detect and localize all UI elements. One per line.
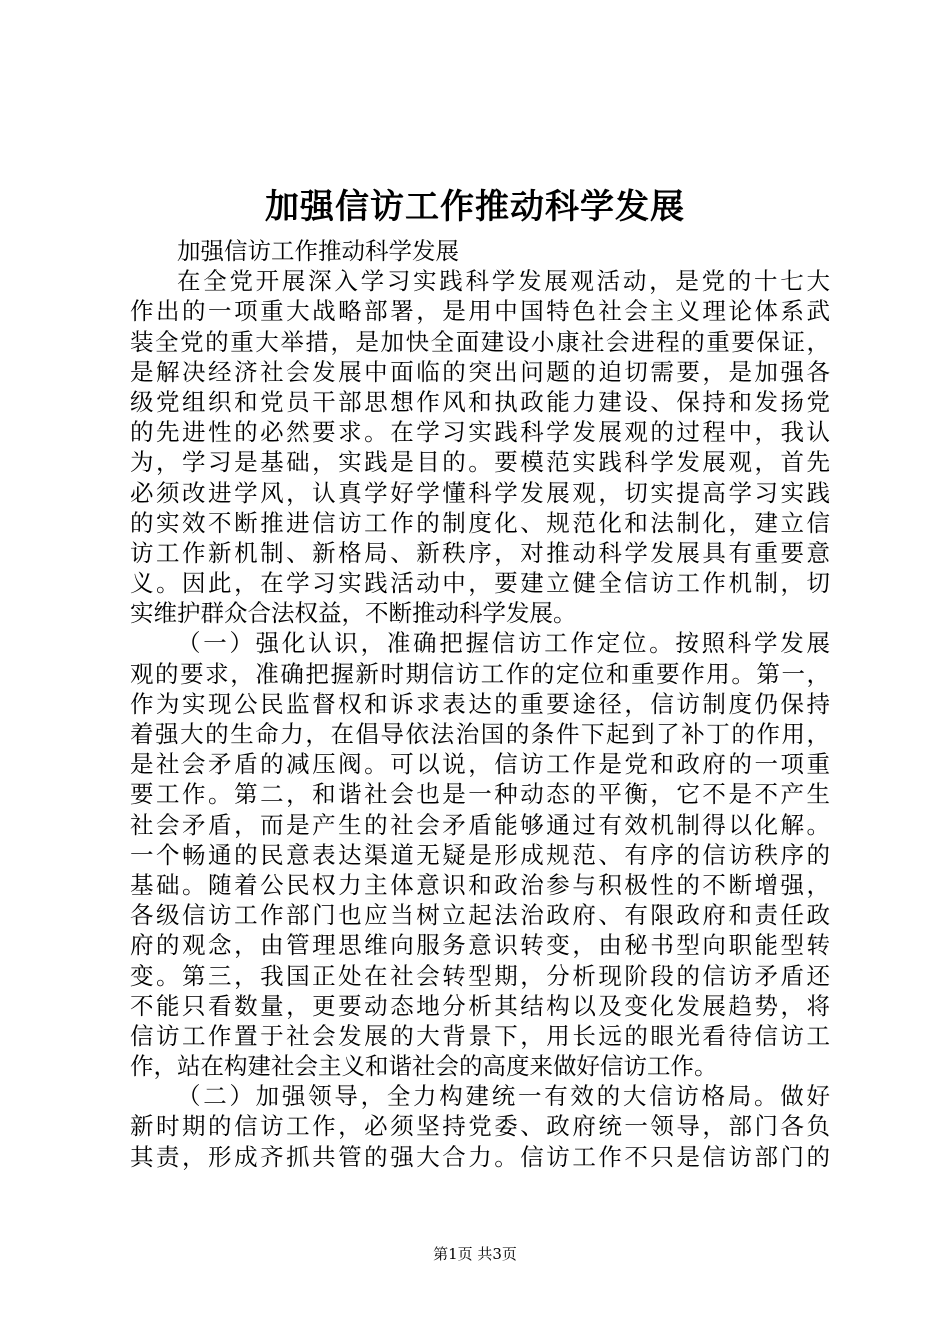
text-line: 各级信访工作部门也应当树立起法治政府、有限政府和责任政 xyxy=(130,901,830,930)
text-line: 一个畅通的民意表达渠道无疑是形成规范、有序的信访秩序的 xyxy=(130,840,830,869)
text-line: 作，站在构建社会主义和谐社会的高度来做好信访工作。 xyxy=(130,1052,718,1081)
text-line: 其责，形成齐抓共管的强大合力。信访工作不只是信访部门的 xyxy=(130,1142,830,1171)
text-line: 为，学习是基础，实践是目的。要模范实践科学发展观，首先 xyxy=(130,448,830,477)
document-title: 加强信访工作推动科学发展 xyxy=(265,187,685,227)
text-line: （二）加强领导，全力构建统一有效的大信访格局。做好 xyxy=(177,1082,830,1111)
text-line: 变。第三，我国正处在社会转型期，分析现阶段的信访矛盾还 xyxy=(130,961,830,990)
text-line: 府的观念，由管理思维向服务意识转变，由秘书型向职能型转 xyxy=(130,931,830,960)
text-line: 的先进性的必然要求。在学习实践科学发展观的过程中，我认 xyxy=(130,418,830,447)
document-body xyxy=(130,236,830,1172)
text-line: 作为实现公民监督权和诉求表达的重要途径，信访制度仍保持 xyxy=(130,689,830,718)
text-line: 装全党的重大举措，是加快全面建设小康社会进程的重要保证， xyxy=(130,327,830,356)
text-line: 作出的一项重大战略部署，是用中国特色社会主义理论体系武 xyxy=(130,297,830,326)
page-footer: 第1页 共3页 xyxy=(433,1245,517,1263)
text-line: 是解决经济社会发展中面临的突出问题的迫切需要，是加强各 xyxy=(130,357,830,386)
text-line: 义。因此，在学习实践活动中，要建立健全信访工作机制，切 xyxy=(130,569,830,598)
text-line: 不能只看数量，更要动态地分析其结构以及变化发展趋势，将 xyxy=(130,991,830,1020)
text-line: 访工作新机制、新格局、新秩序，对推动科学发展具有重要意 xyxy=(130,538,830,567)
text-line: 的实效不断推进信访工作的制度化、规范化和法制化，建立信 xyxy=(130,508,830,537)
text-line: 基础。随着公民权力主体意识和政治参与积极性的不断增强， xyxy=(130,870,830,899)
text-line: （一）强化认识，准确把握信访工作定位。按照科学发展 xyxy=(177,629,830,658)
text-line: 着强大的生命力，在倡导依法治国的条件下起到了补丁的作用， xyxy=(130,720,830,748)
text-line: 观的要求，准确把握新时期信访工作的定位和重要作用。第一， xyxy=(130,659,830,688)
text-line: 实维护群众合法权益，不断推动科学发展。 xyxy=(130,599,577,628)
text-line: 在全党开展深入学习实践科学发展观活动，是党的十七大 xyxy=(177,267,830,296)
text-line: 是社会矛盾的减压阀。可以说，信访工作是党和政府的一项重 xyxy=(130,750,830,779)
text-line: 加强信访工作推动科学发展 xyxy=(177,237,459,265)
text-line: 必须改进学风，认真学好学懂科学发展观，切实提高学习实践 xyxy=(130,478,830,507)
text-line: 信访工作置于社会发展的大背景下，用长远的眼光看待信访工 xyxy=(130,1021,830,1050)
text-line: 级党组织和党员干部思想作风和执政能力建设、保持和发扬党 xyxy=(130,387,830,416)
text-line: 要工作。第二，和谐社会也是一种动态的平衡，它不是不产生 xyxy=(130,780,830,809)
text-line: 社会矛盾，而是产生的社会矛盾能够通过有效机制得以化解。 xyxy=(130,810,830,839)
text-line: 新时期的信访工作，必须坚持党委、政府统一领导，部门各负 xyxy=(130,1112,830,1141)
